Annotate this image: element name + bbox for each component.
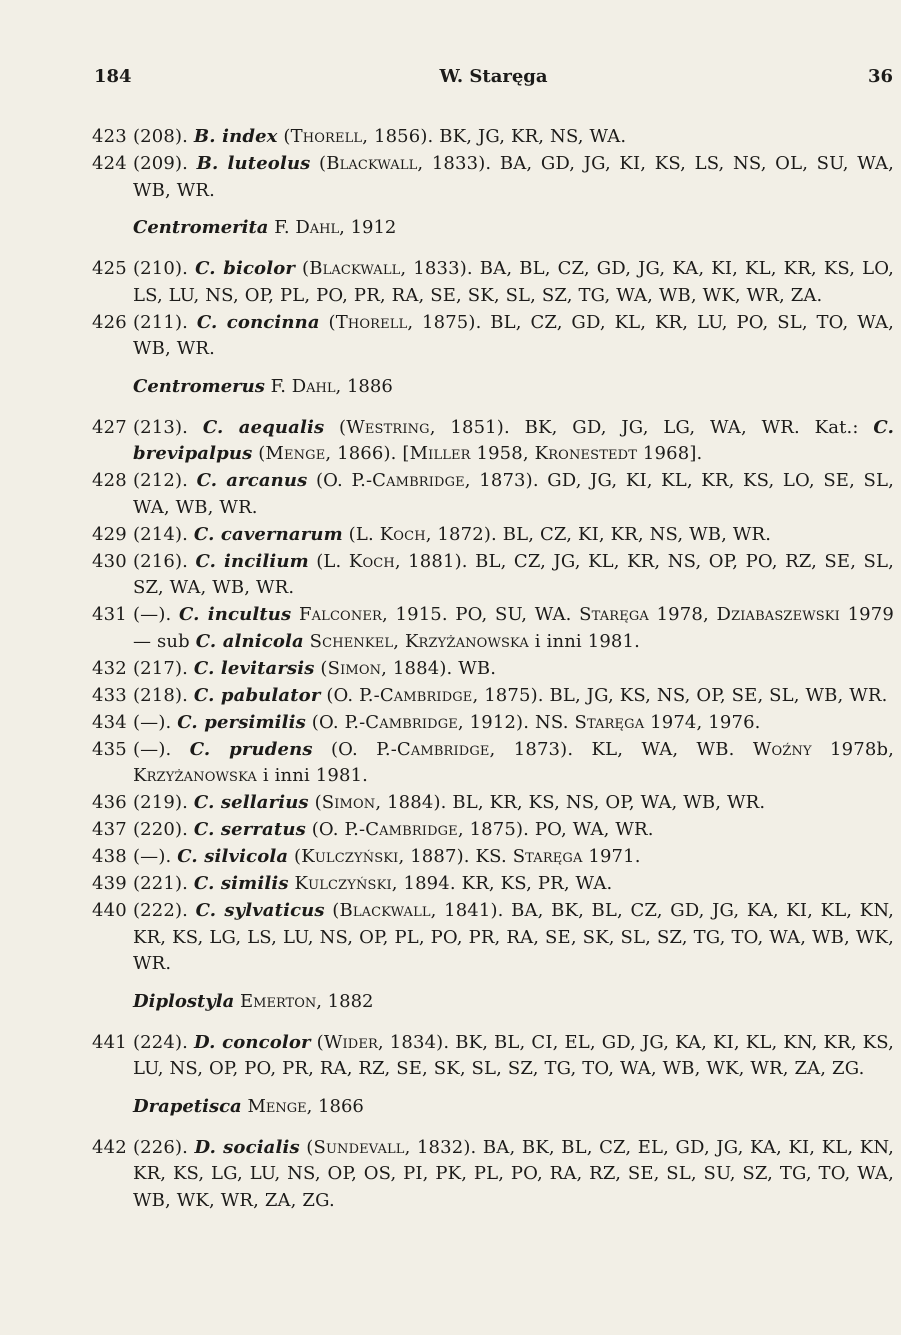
- entry-text: 1974, 1976.: [644, 711, 761, 733]
- species-name: D. socialis: [194, 1136, 300, 1158]
- entry-text: , 1875). PO, WA, WR.: [457, 819, 654, 840]
- entry-text: , 1841). BA, BK, BL, CZ, GD, JG, KA, KI, KL, KN, KR, KS, LG, LS, LU, NS, OP, PL, PO, PR, RA, SE, SK, SL, SZ, TG, TO, WA, WB, WK, WR.: [133, 900, 894, 974]
- species-entry: [92, 602, 894, 655]
- entry-text: [291, 604, 299, 625]
- genus-author: Menge, 1866: [247, 1095, 364, 1117]
- entry-text: (: [299, 1136, 314, 1158]
- entry-text: (—).: [133, 846, 178, 867]
- species-entry: [92, 898, 894, 978]
- volume-number: 36: [867, 66, 893, 87]
- author-name: Krzyżanowska: [133, 765, 257, 786]
- species-name: B. index: [193, 126, 278, 147]
- species-name: C. cavernarum: [193, 523, 343, 545]
- author-name: Thorell: [335, 311, 408, 333]
- species-entry: [92, 310, 894, 363]
- entry-text: 1971.: [582, 846, 641, 867]
- species-entry: [92, 549, 894, 602]
- entry-text: , 1856). BK, JG, KR, NS, WA.: [362, 126, 627, 147]
- species-name: C. bicolor: [195, 258, 295, 279]
- species-entry: [92, 844, 894, 871]
- entry-number: 439: [92, 873, 127, 894]
- entry-text: (: [314, 657, 328, 679]
- entry-text: (O.: [312, 738, 377, 760]
- species-name: C. alnicola: [195, 630, 304, 652]
- entry-text: , 1866). [: [325, 443, 410, 464]
- entry-text: , 1875). BL, JG, KS, NS, OP, SE, SL, WB, WR.: [472, 684, 888, 706]
- genus-name: Drapetisca: [133, 1095, 242, 1117]
- entry-text: 1958,: [470, 443, 535, 464]
- species-entry: [92, 415, 894, 468]
- entry-text: , 1884). BL, KR, KS, NS, OP, WA, WB, WR.: [375, 792, 766, 813]
- species-entry: [92, 1030, 894, 1083]
- author-name: Miller: [409, 443, 471, 464]
- species-name: D. concolor: [194, 1031, 311, 1053]
- entry-text: , 1833). BA, BL, CZ, GD, JG, KA, KI, KL, KR, KS, LO, LS, LU, NS, OP, PL, PO, PR, RA, SE, SK, SL, SZ, TG, WA, WB, WK, WR, ZA.: [133, 258, 894, 306]
- species-entry: [92, 151, 894, 204]
- entry-text: , 1832). BA, BK, BL, CZ, EL, GD, JG, KA, KI, KL, KN, KR, KS, LG, LU, NS, OP, OS, PI, PK, PL, PO, RA, RZ, SE, SL, SU, SZ, TG, TO, WA, WB, WK, WR, ZA, ZG.: [133, 1136, 895, 1211]
- species-name: C. similis: [193, 873, 289, 894]
- entry-text: (216).: [133, 550, 196, 572]
- entry-number: 430: [92, 550, 127, 572]
- entry-text: (O.: [305, 711, 345, 733]
- entry-text: 1978b,: [811, 738, 895, 760]
- entry-text: (L.: [342, 523, 380, 545]
- entry-text: 1968].: [637, 443, 703, 464]
- species-name: C. pabulator: [193, 684, 321, 706]
- entry-text: (: [277, 126, 291, 147]
- species-name: C. concinna: [196, 311, 320, 333]
- species-list: [92, 124, 894, 1215]
- genus-name: Diplostyla: [133, 990, 235, 1012]
- entry-text: , 1873). KL, WA, WB.: [489, 738, 753, 760]
- entry-text: (226).: [133, 1136, 195, 1158]
- entry-number: 428: [92, 470, 127, 491]
- author-name: Dziabaszewski: [716, 604, 840, 625]
- page-number: 184: [94, 66, 132, 87]
- species-name: C. sylvaticus: [195, 900, 325, 921]
- genus-heading: [133, 215, 894, 241]
- species-entry: [92, 683, 894, 710]
- author-name: Westring: [346, 416, 430, 438]
- author-name: Koch: [379, 523, 426, 545]
- author-name: Simon: [321, 792, 376, 813]
- species-name: C. incilium: [195, 550, 309, 572]
- author-name: Woźny: [752, 738, 812, 760]
- entry-text: (: [319, 311, 336, 333]
- entry-text: , 1881). BL, CZ, JG, KL, KR, NS, OP, PO, RZ, SE, SL, SZ, WA, WB, WR.: [133, 550, 894, 598]
- entry-number: 442: [92, 1136, 127, 1158]
- species-entry: [92, 710, 894, 737]
- entry-text: , 1884). WB.: [381, 657, 497, 679]
- genus-heading: [133, 989, 894, 1015]
- entry-text: , 1912). NS.: [457, 711, 575, 733]
- entry-text: (208).: [133, 126, 194, 147]
- entry-number: 438: [92, 846, 127, 867]
- genus-heading: [133, 1094, 894, 1120]
- species-entry: [92, 256, 894, 309]
- author-name: Staręga: [512, 846, 583, 867]
- entry-text: (211).: [133, 311, 197, 333]
- entry-number: 429: [92, 523, 127, 545]
- species-entry: [92, 124, 894, 151]
- entry-text: (—).: [133, 738, 190, 760]
- author-name: Kulczyński: [294, 873, 392, 894]
- entry-number: 425: [92, 258, 127, 279]
- species-name: C. levitarsis: [193, 657, 315, 679]
- running-head-author: W. Staręga: [439, 66, 548, 87]
- entry-text: (214).: [133, 523, 194, 545]
- entry-text: , 1834). BK, BL, CI, EL, GD, JG, KA, KI, KL, KN, KR, KS, LU, NS, OP, PO, PR, RA, RZ, SE, SK, SL, SZ, TG, TO, WA, WB, WK, WR, ZA, ZG.: [133, 1031, 894, 1079]
- entry-text: (224).: [133, 1031, 195, 1053]
- entry-number: 440: [92, 900, 127, 921]
- entry-text: , 1873). GD, JG, KI, KL, KR, KS, LO, SE, SL, WA, WB, WR.: [133, 470, 894, 518]
- species-name: C. persimilis: [177, 711, 306, 733]
- author-name: Koch: [348, 550, 395, 572]
- author-name: Falconer: [299, 604, 382, 625]
- entry-text: (: [324, 416, 347, 438]
- entry-text: 1979 — sub: [133, 604, 894, 652]
- entry-text: , 1833). BA, GD, JG, KI, KS, LS, NS, OL, SU, WA, WB, WR.: [133, 153, 895, 201]
- entry-text: i inni 1981.: [528, 630, 640, 652]
- species-name: C. sellarius: [193, 792, 309, 813]
- author-name: Blackwall: [339, 900, 431, 921]
- author-name: Kronestedt: [534, 443, 638, 464]
- species-name: B. luteolus: [196, 153, 311, 174]
- genus-author: F. Dahl, 1912: [274, 217, 397, 238]
- entry-number: 436: [92, 792, 127, 813]
- entry-text: ,: [393, 630, 405, 652]
- entry-text: (—).: [133, 711, 178, 733]
- species-name: C. serratus: [193, 819, 306, 840]
- entry-number: 435: [92, 738, 127, 760]
- species-name: C. incultus: [179, 604, 292, 625]
- entry-number: 424: [92, 153, 127, 174]
- species-entry: [92, 790, 894, 817]
- author-name: Menge: [265, 443, 326, 464]
- entry-text: (: [308, 792, 322, 813]
- entry-text: , 1894. KR, KS, PR, WA.: [391, 873, 613, 894]
- entry-text: (: [295, 258, 310, 279]
- author-name: P.-Cambridge: [359, 684, 473, 706]
- species-name: C. brevipalpus: [133, 416, 894, 464]
- entry-text: , 1887). KS.: [398, 846, 513, 867]
- author-name: Kulczyński: [301, 846, 399, 867]
- author-name: Blackwall: [326, 153, 418, 174]
- entry-text: (210).: [133, 258, 196, 279]
- species-name: C. prudens: [189, 738, 313, 760]
- author-name: P.-Cambridge: [351, 470, 465, 491]
- genus-author: Emerton, 1882: [240, 990, 374, 1012]
- entry-text: (: [252, 443, 266, 464]
- author-name: Simon: [327, 657, 382, 679]
- entry-text: (—).: [133, 604, 180, 625]
- author-name: Sundevall: [313, 1136, 405, 1158]
- author-name: Staręga: [579, 604, 649, 625]
- species-name: C. arcanus: [196, 470, 308, 491]
- entry-text: (O.: [307, 470, 352, 491]
- entry-text: (213).: [133, 416, 203, 438]
- entry-number: 427: [92, 416, 127, 438]
- entry-text: (212).: [133, 470, 197, 491]
- entry-number: 432: [92, 657, 127, 679]
- entry-text: (219).: [133, 792, 194, 813]
- entry-text: (: [310, 1031, 324, 1053]
- entry-text: i inni 1981.: [256, 765, 369, 786]
- running-header: [94, 66, 893, 96]
- author-name: P.-Cambridge: [376, 738, 490, 760]
- entry-text: (: [324, 900, 340, 921]
- entry-text: (L.: [308, 550, 349, 572]
- entry-text: , 1915. PO, SU, WA.: [381, 604, 580, 625]
- genus-heading: [133, 374, 894, 400]
- author-name: P.-Cambridge: [344, 819, 458, 840]
- genus-author: F. Dahl, 1886: [270, 375, 393, 397]
- species-entry: [92, 522, 894, 549]
- entry-text: (221).: [133, 873, 194, 894]
- species-name: C. aequalis: [202, 416, 325, 438]
- entry-number: 441: [92, 1031, 127, 1053]
- genus-name: Centromerita: [133, 217, 269, 238]
- entry-text: (: [288, 846, 302, 867]
- entry-text: (222).: [133, 900, 196, 921]
- entry-text: , 1851). BK, GD, JG, LG, WA, WR. Kat.:: [429, 416, 874, 438]
- entry-number: 423: [92, 126, 127, 147]
- genus-name: Centromerus: [133, 375, 265, 397]
- author-name: Krzyżanowska: [404, 630, 529, 652]
- entry-number: 434: [92, 711, 127, 733]
- entry-text: (209).: [133, 153, 197, 174]
- entry-text: , 1872). BL, CZ, KI, KR, NS, WB, WR.: [425, 523, 772, 545]
- author-name: P.-Cambridge: [344, 711, 458, 733]
- entry-text: (217).: [133, 657, 194, 679]
- entry-text: (O.: [305, 819, 345, 840]
- entry-number: 433: [92, 684, 127, 706]
- species-entry: [92, 468, 894, 521]
- author-name: Schenkel: [309, 630, 394, 652]
- entry-text: (: [310, 153, 327, 174]
- entry-number: 431: [92, 604, 127, 625]
- entry-text: 1978,: [648, 604, 717, 625]
- species-entry: [92, 817, 894, 844]
- author-name: Staręga: [574, 711, 645, 733]
- author-name: Thorell: [290, 126, 363, 147]
- entry-text: , 1875). BL, CZ, GD, KL, KR, LU, PO, SL, TO, WA, WB, WR.: [133, 311, 894, 359]
- species-entry: [92, 656, 894, 683]
- species-entry: [92, 737, 894, 790]
- entry-text: (220).: [133, 819, 194, 840]
- species-entry: [92, 871, 894, 898]
- author-name: Wider: [323, 1031, 378, 1053]
- species-name: C. silvicola: [177, 846, 289, 867]
- species-entry: [92, 1135, 894, 1215]
- entry-number: 437: [92, 819, 127, 840]
- author-name: Blackwall: [309, 258, 401, 279]
- entry-text: (O.: [320, 684, 360, 706]
- entry-number: 426: [92, 311, 127, 333]
- entry-text: (218).: [133, 684, 194, 706]
